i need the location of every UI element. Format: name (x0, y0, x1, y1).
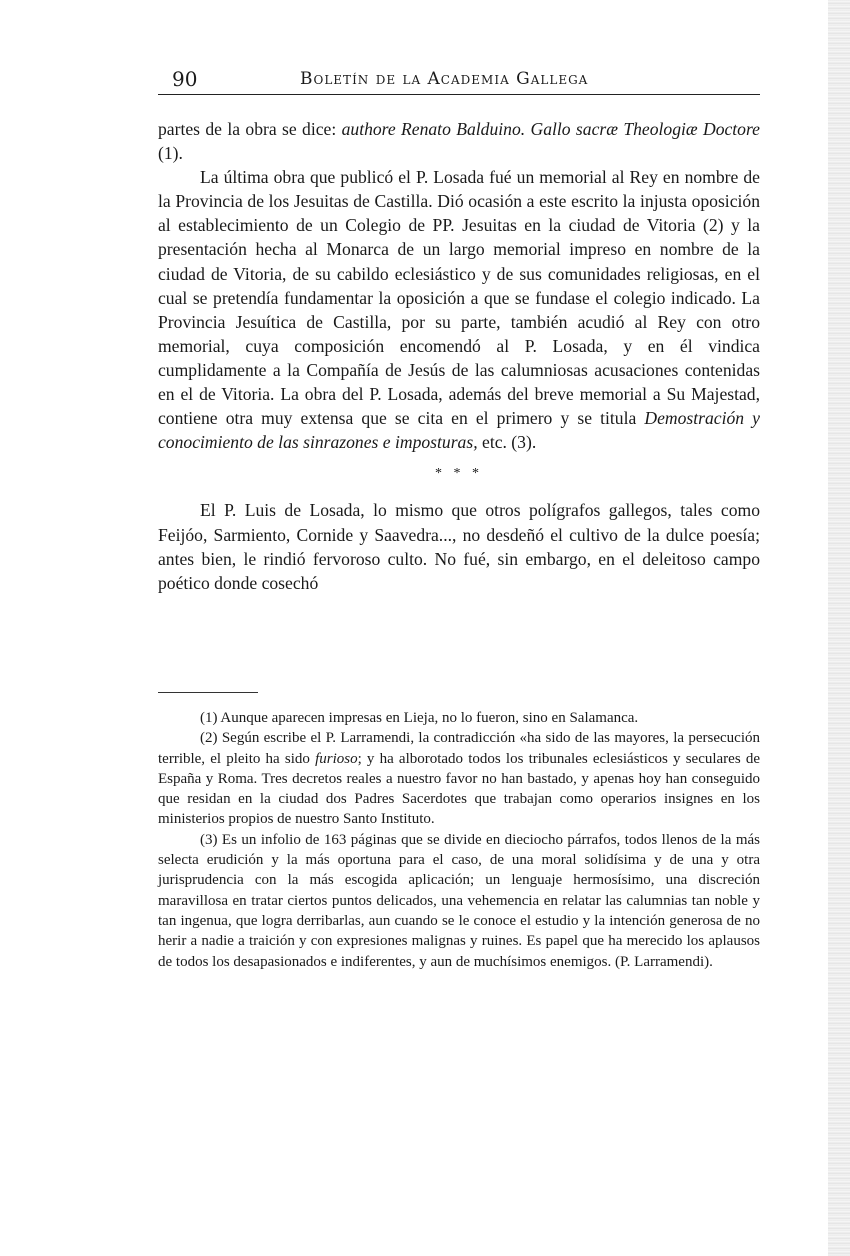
footnote-2-text: (2) Según escribe el P. Larramendi, la contradicción «ha sido de las mayores, la persecución terrible, el pleito ha sido (158, 730, 760, 767)
paragraph-2-text: La última obra que publicó el P. Losada fué un memorial al Rey en nombre de la Provincia de los Jesuitas de Castilla. Dió ocasión a este escrito la injusta oposición al establecimiento de un Colegio de PP. Jesuitas en la ciudad de Vitoria (2) y la presentación hecha al Monarca de un largo memorial impreso en nombre de la ciudad de Vitoria, de su cabildo eclesiástico y de sus comunidades religiosas, en el cual se pretendía fundamentar la oposición a que se fundase el colegio indicado. La Provincia Jesuítica de Castilla, por su parte, también acudió al Rey con otro memorial, cuya composición encomendó al P. Losada, y en él vindica cumplidamente a la Compañía de Jesús de las calumniosas acusaciones contenidas en el de Vitoria. La obra del P. Losada, además del breve memorial a Su Majestad, contiene otra muy extensa que se cita en el primero y se titula (158, 167, 760, 429)
page-edge (828, 0, 850, 1256)
page-number: 90 (172, 67, 198, 91)
body-text (158, 117, 760, 595)
paragraph-3: El P. Luis de Losada, lo mismo que otros polígrafos gallegos, tales como Feijóo, Sarmiento, Cornide y Saavedra..., no desdeñó el cultivo de la dulce poesía; antes bien, le rindió fervoroso culto. No fué, sin embargo, en el deleitoso campo poético donde cosechó (158, 500, 760, 593)
footnote-2-end: ; y ha alborotado todos los tribunales eclesiásticos y seculares de España y Roma. Tres decretos reales a nuestro favor no han bastado, y apenas hoy han conseguido que residan en la ciudad dos Padres Sacerdotes que trabajan como operarios insignes en los ministerios propios de nuestro Santo Instituto. (158, 750, 760, 828)
footnote-rule (158, 692, 258, 693)
footnote-3: (3) Es un infolio de 163 páginas que se divide en dieciocho párrafos, todos llenos de la más selecta erudición y la más oportuna para el caso, de una moral solidísima y de una y otra jurisprudencia con la más escogida aplicación; un lenguaje hermosísimo, una discreción maravillosa en tratar ciertos puntos delicados, una vehemencia en relatar las calumnias tan noble y tan ingenua, que logra derribarlas, aun cuando se le conoce el estudio y la intención generosa de no herir a nadie a traición y con expresiones malignas y ruines. Es papel que ha merecido los aplausos de todos los desapasionados e indiferentes, y aun de muchísimos enemigos. (P. Larramendi). (158, 831, 760, 970)
paragraph-1-end: (1). (158, 143, 183, 164)
footnotes (158, 708, 760, 972)
footnote-1: (1) Aunque aparecen impresas en Lieja, no lo fueron, sino en Salamanca. (200, 710, 639, 726)
paragraph-2 (158, 165, 760, 454)
page-header (158, 64, 760, 95)
paragraph-1 (158, 117, 760, 165)
footnote-2-italic: furioso (315, 750, 358, 767)
section-separator: * * * (435, 466, 483, 482)
paragraph-2-end: etc. (3). (477, 432, 537, 453)
running-head: Boletín de la Academia Gallega (300, 69, 589, 89)
paragraph-1-text: partes de la obra se dice: (158, 119, 342, 139)
paragraph-2-italic: Demostración y conocimiento de las sinrazones e imposturas, (158, 408, 760, 453)
paragraph-1-italic: authore Renato Balduino. Gallo sacræ Theologiæ Doctore (341, 119, 760, 139)
footnote-2 (158, 728, 760, 829)
